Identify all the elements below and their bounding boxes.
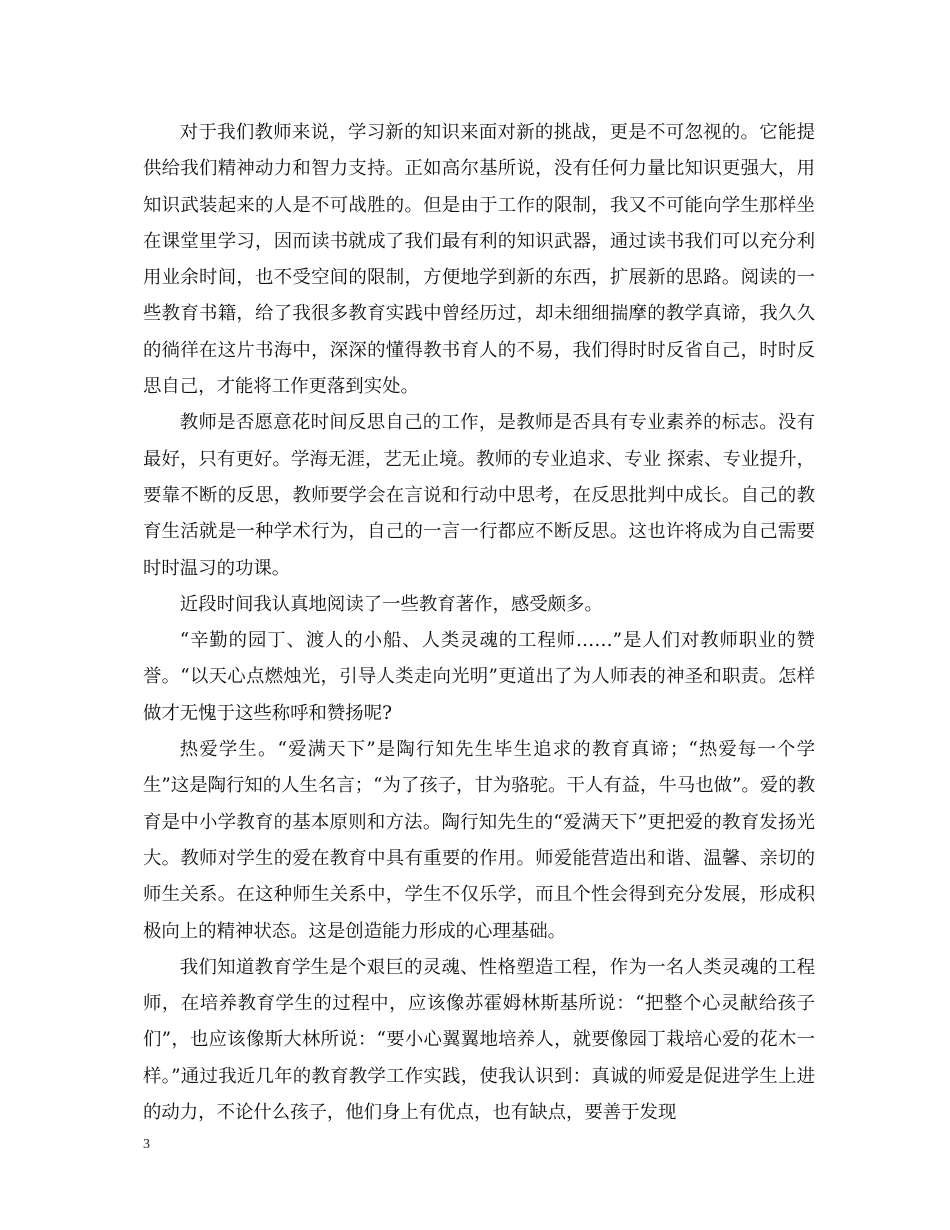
paragraph-4: “辛勤的园丁、渡人的小船、人类灵魂的工程师……”是人们对教师职业的赞誉。“以天心点燃烛光，引导人类走向光明”更道出了为人师表的神圣和职责。怎样做才无愧于这些称呼和赞扬呢? (143, 630, 815, 724)
paragraph-6: 我们知道教育学生是个艰巨的灵魂、性格塑造工程，作为一名人类灵魂的工程师，在培养教育学生的过程中，应该像苏霍姆林斯基所说：“把整个心灵献给孩子们”，也应该像斯大林所说：“要小心翼翼地培养人，就要像园丁栽培心爱的花木一样。”通过我近几年的教育教学工作实践，使我认识到：真诚的师爱是促进学生上进的动力，不论什么孩子，他们身上有优点，也有缺点，要善于发现 (143, 956, 815, 1124)
paragraph-3: 近段时间我认真地阅读了一些教育著作，感受颇多。 (179, 593, 603, 615)
page-number: 3 (143, 1137, 150, 1152)
paragraph-2: 教师是否愿意花时间反思自己的工作，是教师是否具有专业素养的标志。没有最好，只有更好。学海无涯，艺无止境。教师的专业追求、专业 探索、专业提升，要靠不断的反思，教师要学会在言说和行动中思考，在反思批判中成长。自己的教育生活就是一种学术行为，自己的一言一行都应不断反思。这也许将成为自己需要时时温习的功课。 (143, 412, 815, 579)
paragraph-1: 对于我们教师来说，学习新的知识来面对新的挑战，更是不可忽视的。它能提供给我们精神动力和智力支持。正如高尔基所说，没有任何力量比知识更强大，用知识武装起来的人是不可战胜的。但是由于工作的限制，我又不可能向学生那样坐在课堂里学习，因而读书就成了我们最有利的知识武器，通过读书我们可以充分利用业余时间，也不受空间的限制，方便地学到新的东西，扩展新的思路。阅读的一些教育书籍，给了我很多教育实践中曾经历过，却未细细揣摩的教学真谛，我久久的徜徉在这片书海中，深深的懂得教书育人的不易，我们得时时反省自己，时时反思自己，才能将工作更落到实处。 (143, 122, 815, 398)
body-text (143, 115, 815, 1131)
paragraph-5: 热爱学生。“爱满天下”是陶行知先生毕生追求的教育真谛；“热爱每一个学生”这是陶行知的人生名言；“为了孩子，甘为骆驼。干人有益，牛马也做”。爱的教育是中小学教育的基本原则和方法。陶行知先生的“爱满天下”更把爱的教育发扬光大。教师对学生的爱在教育中具有重要的作用。师爱能营造出和谐、温馨、亲切的师生关系。在这种师生关系中，学生不仅乐学，而且个性会得到充分发展，形成积极向上的精神状态。这是创造能力形成的心理基础。 (143, 739, 815, 942)
